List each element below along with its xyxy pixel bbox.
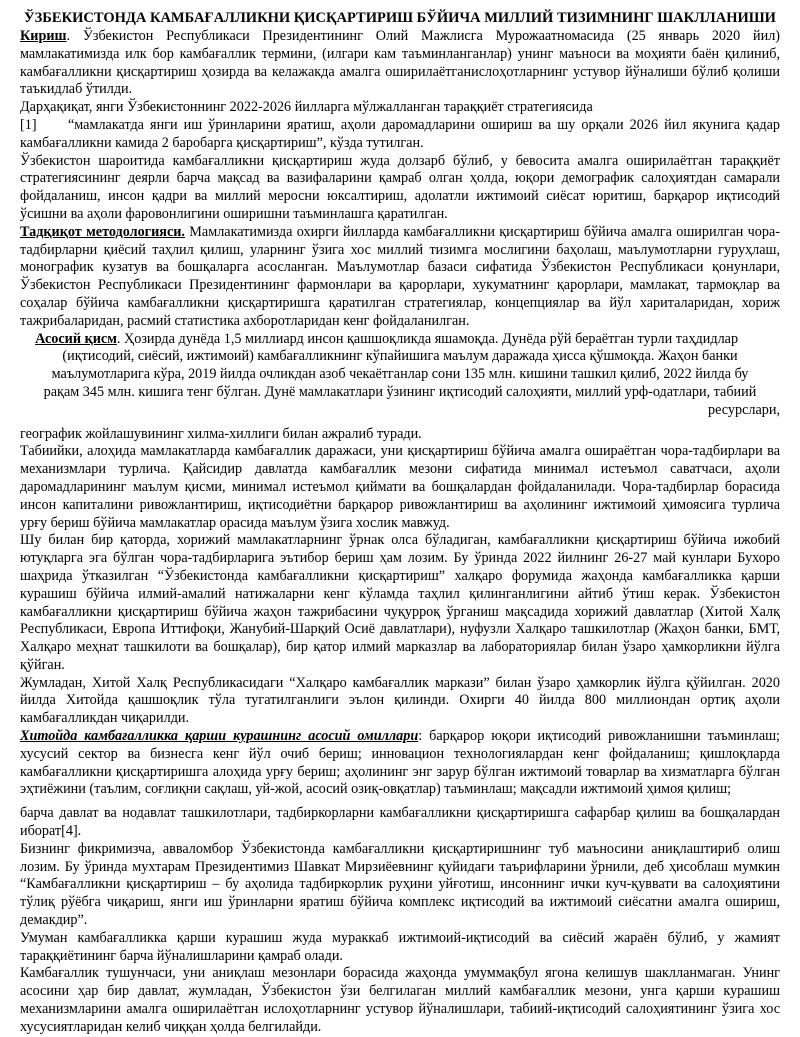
china-paragraph: Жумладан, Хитой Халқ Республикасидаги “Халқаро камбағаллик маркази” билан ўзаро ҳамкорлик йўлга қўйилган. 2020 йилда Хитойда қашшоқлик тўла тугатилганлиги эълон қилинди. Охирги 40 йилда 800 миллиондан ортиқ аҳоли камбағалликдан чиқарилди. (20, 674, 780, 727)
main-part-line4: рақам 345 млн. кишига тенг бўлган. Дунё мамлакатлари ўзининг иқтисодий салоҳияти, миллий урф-одатлари, табиий (43, 383, 757, 400)
strategy-quote-paragraph (20, 117, 780, 153)
methodology-text: Мамлакатимизда охирги йилларда камбағалликни қисқартириш бўйича амалга оширилган чора-тадбирларни қиёсий таҳлил қилиш, уларнинг ўзига хос миллий тизимга мослигини баҳолаш, маълумотларни гуруҳлаш, монографик кузатув ва бошқаларга асосланган. Маълумотлар базаси сифатида Ўзбекистон Республикаси қонунлари, Ўзбекистон Республикаси Президентининг фармонлари ва қарорлари, хукуматнинг қарорлари, мамлакат, тармоқлар ва соҳалар бўйича камбағалликни қисқартиришга қаратилган стратегиялар, концепциялар ва йўл хариталаридан, хориж тажрибаларидан, расмий статистика ахборотларидан кенг фойдаланилган. (20, 223, 780, 329)
ngo-paragraph: барча давлат ва нодавлат ташкилотлари, тадбиркорларни камбағалликни қисқартиришга сафарбар қилиш ва бошқалардан иборат[4]. (20, 805, 780, 840)
main-part-line5: ресурслари, (708, 401, 780, 418)
main-part-line2: (иқтисодий, сиёсий, ижтимоий) камбағалликнинг кўпайишига маълум даражада ҳисса қўшмоқда. Жаҳон банки (62, 348, 738, 365)
main-part-heading: Асосий қисм (35, 330, 117, 347)
factors-text: : барқарор юқори иқтисодий ривожланишни таъминлаш; хусусий сектор ва бизнесга кенг йўл очиб бериш; инновацион технологиялардан кенг фойдаланиш; қишлоқларда камбағалликни қисқартиришга алоҳида урғу бериш; аҳолининг энг зарур бўлган ижтимоий товарлар ва хизматларга бўлган эҳтиёжини (таълим, соғлиқни сақлаш, уй-жой, асосий озиқ-овқатлар) таъминлаш; мақсадли ижтимоий ҳимоя қилиш; (20, 728, 780, 798)
factors-heading: Хитойда камбағалликка қарши курашнинг асосий омиллари (20, 728, 419, 745)
main-part-line3: маълумотларига кўра, 2019 йилда очликдан азоб чекаётганлар сони 135 млн. кишини ташкил қилиб, 2022 йилда бу (51, 366, 749, 383)
factors-paragraph (20, 728, 780, 799)
concept-paragraph: Камбағаллик тушунчаси, уни аниқлаш мезонлари борасида жаҳонда умуммақбул ягона келишув шаклланмаган. Унинг асосини ҳар бир давлат, жумладан, Ўзбекистон ўзи белгилаган миллий камбағаллик мезони, унга қарши курашиш механизмларини амалга оширилаётган ислоҳотларнинг устувор йўналишлари, табиий-иқтисодий салоҳиятининг ўзига хос хусусиятларидан келиб чиққан ҳолда белгилайди. (20, 965, 780, 1035)
general-paragraph: Умуман камбағалликка қарши курашиш жуда мураккаб ижтимоий-иқтисодий ва сиёсий жараён бўлиб, у жамият тараққиётининг барча йўналишларини қамраб олади. (20, 929, 780, 964)
strategy-intro-paragraph: Дарҳақиқат, янги Ўзбекистоннинг 2022-2026 йилларга мўлжалланган тараққиёт стратегиясида (20, 99, 593, 116)
document-page (20, 0, 780, 1037)
main-part-text1: . Ҳозирда дунёда 1,5 миллиард инсон қашшоқликда яшамоқда. Дунёда рўй бераётган турли таҳдидлар (116, 330, 739, 347)
methodology-paragraph (20, 224, 780, 331)
intro-paragraph (20, 28, 780, 99)
main-part-line1 (20, 331, 780, 349)
natural-paragraph: Табиийки, алоҳида мамлакатларда камбағаллик даражаси, уни қисқартириш бўйича амалга оширaётган чора-тадбирлари ва механизмлари турлича. Қайсидир давлатда камбағаллик мезони сифатида минимал истеъмол саватчаси, аҳоли даромадларининг маълум қисми, минимал истеъмол қиймати ва бошқалардан фойдаланилади. Чора-тадбирлар борасида инсон капиталини ривожлантириш, иқтисодиётни барқарор ривожлантириш ва аҳолининг ижтимоий ҳимоясига турлича урғу бериш бўйича мамлакатлар орасида маълум ўзига хослик мавжуд. (20, 443, 780, 531)
methodology-heading: Тадқиқот методологияси. (20, 223, 185, 240)
strategy-quote: “мамлакатда янги иш ўринларини яратиш, аҳоли даромадларини ошириш ва шу орқали 2026 йил якунига қадар камбағалликни камида 2 баробарга қисқартириш”, кўзда тутилган. (20, 116, 780, 151)
conditions-paragraph: Ўзбекистон шароитида камбағалликни қисқартириш жуда долзарб бўлиб, у бевосита амалга оширилаётган тараққиёт стратегиясининг деярли барча мақсад ва вазифаларини қамраб олган ҳолда, юқори демографик салоҳиятдан самарали фойдаланиш, инсон қадри ва миллий меросни юксалтириш, адолатли ижтимоий сиёсат юритиш, барқарор иқтисодий ўсишни ва аҳоли фаровонлигини оширишни таъминлашга қаратилган. (20, 152, 780, 222)
opinion-paragraph: Бизнинг фикримизча, авваломбор Ўзбекистонда камбағалликни қисқартиришнинг туб маъносини аниқлаштириб олиш лозим. Бу ўринда мухтарам Президентимиз Шавкат Мирзиёевнинг қуйидаги таърифларини ўрнили, деб ҳисоблаш мумкин “Камбағалликни қисқартириш – бу аҳолида тадбиркорлик руҳини уйғотиш, инсоннинг ички куч-қуввати ва салоҳиятини тўлиқ рўёбга чиқариш, янги иш ўринларни яратиш бўйича комплекс иқтисодий ва ижтимоий сиёсатни амалга ошириш, демакдир”. (20, 840, 780, 929)
intro-heading: Кириш (20, 28, 67, 44)
main-part-line6: географик жойлашувининг хилма-хиллиги билан ажралиб туради. (20, 425, 422, 442)
intro-text: . Ўзбекистон Республикаси Президентининг Олий Мажлисга Мурожаатномасида (25 январь 2020 йил) мамлакатимизда илк бор камбағаллик термини, (илгари кам таъминланганлар) унинг маъноси ва моҳияти баён қилиниб, камбағалликни қисқартириш ҳозирда ва келажакда амалга оширилаётганислоҳотларнинг устувор йўналиши бўлиб қолиши таъкидлаб ўтилди. (20, 28, 780, 98)
foreign-experience-paragraph: Шу билан бир қаторда, хорижий мамлакатларнинг ўрнак олса бўладиган, камбағалликни қисқартириш бўйича ижобий ютуқларга эга бўлган чора-тадбирларига эътибор бериш ҳам лозим. Бу ўринда 2022 йилнинг 26-27 май кунлари Бухоро шаҳрида ўтказилган “Ўзбекистонда камбағалликни қисқартириш” халқаро форумида жаҳонда камбағалликка қарши курашиш бўйича илмий-амалий натижаларни кенг кўламда таҳлил қилинганлигини айтиб ўтиш керак. Ўзбекистон камбағалликни қисқартириш бўйича жаҳон тажрибасини чуқурроқ ўрганиш мақсадида хорижий давлатлар (Хитой Халқ Республикаси, Европа Иттифоқи, Жанубий-Шарқий Осиё давлатлари), нуфузли Халқаро ташкилотлар (Жаҳон банки, БМТ, Халқаро меҳнат ташкилоти ва бошқалар), бир қатор илмий марказлар ва лабораториялар билан ўзаро ҳамкорликни йўлга қўйган. (20, 532, 780, 673)
document-title: ЎЗБЕКИСТОНДА КАМБАҒАЛЛИКНИ ҚИСҚАРТИРИШ БЎЙИЧА МИЛЛИЙ ТИЗИМНИНГ ШАКЛЛАНИШИ (24, 10, 776, 26)
reference-number: [1] (20, 116, 37, 133)
